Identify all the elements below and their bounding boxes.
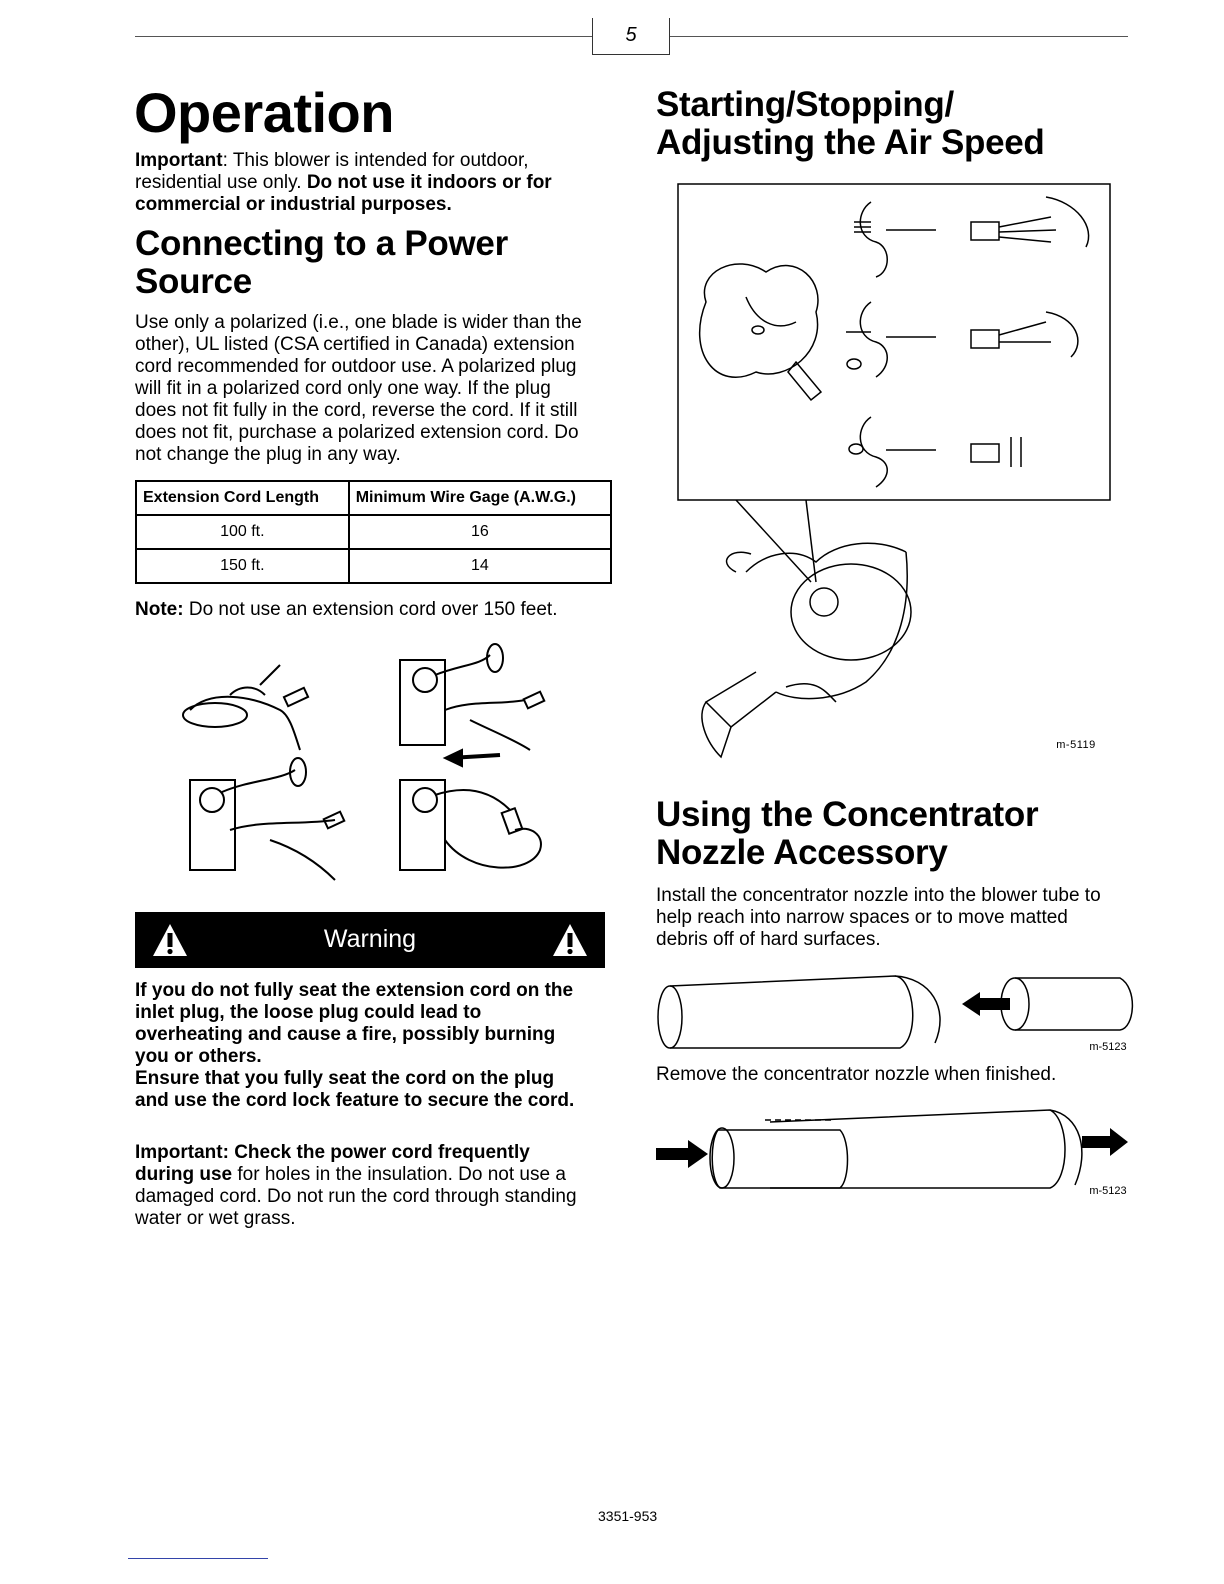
power-line: other), UL listed (CSA certified in Canada) extension <box>135 334 575 355</box>
power-line: will fit in a polarized cord only one way. If the plug <box>135 378 551 399</box>
nozzle-heading-line1: Using the Concentrator <box>656 795 1039 834</box>
important-cord-rest1: for holes in the insulation. Do not use a <box>232 1164 566 1185</box>
power-line: cord recommended for outdoor use. A polarized plug <box>135 356 577 377</box>
header-rule-left <box>135 36 592 37</box>
warning-line: you or others. <box>135 1046 262 1067</box>
figure2-code: m-5123 <box>1089 1041 1127 1053</box>
power-paragraph <box>135 312 615 466</box>
warning-line: overheating and cause a fire, possibly burning <box>135 1024 556 1045</box>
note-text: Do not use an extension cord over 150 feet. <box>183 599 558 620</box>
important-intro <box>135 150 605 216</box>
page-title: Operation <box>134 81 394 144</box>
power-heading-line2: Source <box>135 262 252 301</box>
page-number: 5 <box>592 18 670 55</box>
remove-text: Remove the concentrator nozzle when finished. <box>656 1064 1057 1085</box>
nozzle-paragraph <box>656 885 1136 951</box>
remove-nozzle-illustration <box>650 1100 1136 1200</box>
table-cell: 14 <box>349 549 611 583</box>
warning-line: If you do not fully seat the extension cord on the <box>135 980 574 1001</box>
nozzle-line: debris off of hard surfaces. <box>656 929 881 950</box>
note-label: Note: <box>135 599 184 620</box>
start-heading <box>656 86 1045 162</box>
warning-text <box>135 980 615 1112</box>
important-text: : This blower is intended for outdoor, residential use only. <box>135 150 529 193</box>
table-cell: 100 ft. <box>136 515 349 549</box>
power-line: does not fit fully in the cord, reverse the cord. If it still <box>135 400 578 421</box>
footer-rule <box>128 1558 268 1559</box>
warning-banner <box>135 912 605 968</box>
start-heading-line2: Adjusting the Air Speed <box>656 123 1045 162</box>
power-line: not change the plug in any way. <box>135 444 401 465</box>
extension-cord-table <box>135 480 612 584</box>
important-cord-bold1: : Check the power cord frequently <box>222 1142 530 1163</box>
important-cord-label: Important <box>135 1142 223 1163</box>
table-cell: 16 <box>349 515 611 549</box>
warning-title: Warning <box>323 925 417 953</box>
table-header-length: Extension Cord Length <box>136 481 349 515</box>
nozzle-line: Install the concentrator nozzle into the blower tube to <box>656 885 1101 906</box>
warning-line: and use the cord lock feature to secure the cord. <box>135 1090 575 1111</box>
figure3-code: m-5123 <box>1089 1185 1127 1197</box>
header-rule-right <box>668 36 1128 37</box>
important-bold-text: Do not use it indoors or for commercial or industrial purposes. <box>135 172 552 215</box>
warning-line: inlet plug, the loose plug could lead to <box>135 1002 482 1023</box>
nozzle-heading <box>656 796 1038 872</box>
table-row <box>136 515 611 549</box>
power-line: Use only a polarized (i.e., one blade is wider than the <box>135 312 582 333</box>
warning-triangle-icon <box>551 922 589 958</box>
power-heading-line1: Connecting to a Power <box>135 224 508 263</box>
important-cord-rest2: damaged cord. Do not run the cord through standing <box>135 1186 577 1207</box>
important-cord-rest3: water or wet grass. <box>135 1208 296 1229</box>
table-header-row <box>136 481 611 515</box>
start-heading-line1: Starting/Stopping/ <box>656 85 954 124</box>
table-row <box>136 549 611 583</box>
warning-line: Ensure that you fully seat the cord on the plug <box>135 1068 555 1089</box>
install-nozzle-illustration <box>650 968 1136 1056</box>
cord-connection-illustration <box>170 640 570 900</box>
table-header-gage: Minimum Wire Gage (A.W.G.) <box>349 481 611 515</box>
important-label: Important <box>135 150 223 171</box>
table-cell: 150 ft. <box>136 549 349 583</box>
important-cord <box>135 1142 615 1230</box>
note <box>135 599 557 621</box>
air-speed-illustration <box>676 182 1116 764</box>
nozzle-line: help reach into narrow spaces or to move matted <box>656 907 1068 928</box>
power-line: does not fit, purchase a polarized extension cord. Do <box>135 422 579 443</box>
power-heading <box>135 225 508 301</box>
nozzle-heading-line2: Nozzle Accessory <box>656 833 948 872</box>
important-cord-bold2: during use <box>135 1164 233 1185</box>
doc-number: 3351-953 <box>598 1508 658 1524</box>
figure1-code: m-5119 <box>1056 739 1096 751</box>
